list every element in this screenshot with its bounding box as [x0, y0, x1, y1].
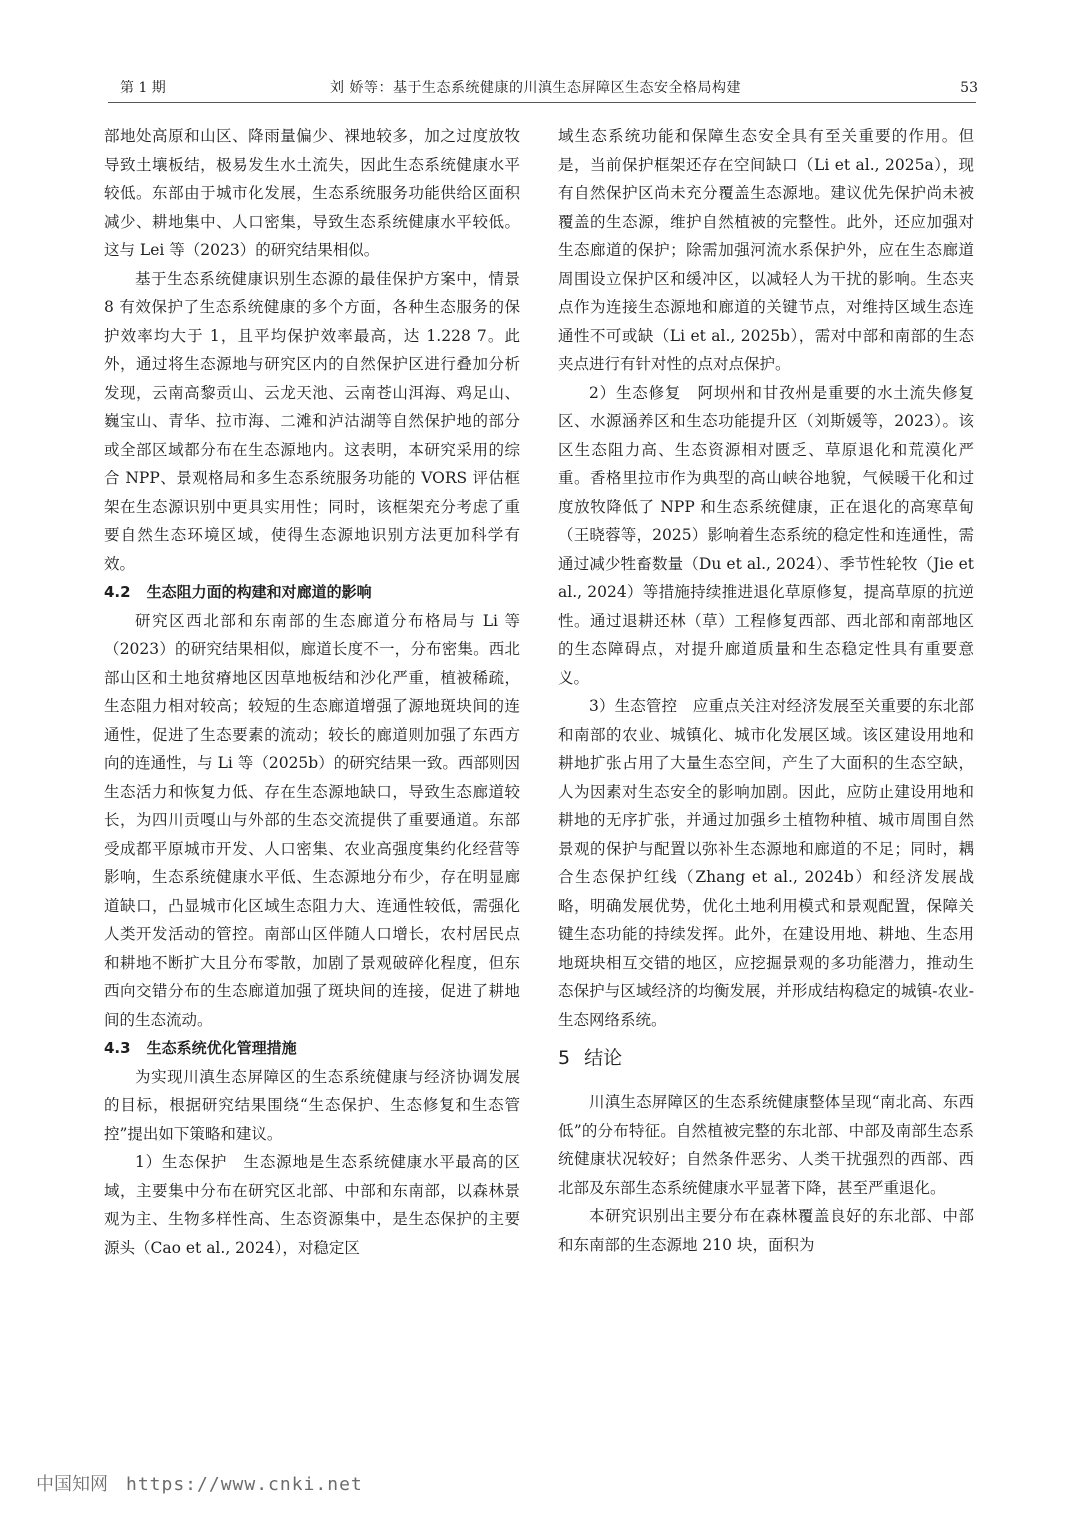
- section-heading-5: [558, 1044, 974, 1072]
- paragraph: 研究区西北部和东南部的生态廊道分布格局与 Li 等（2023）的研究结果相似，廊道长度不一，分布密集。西北部山区和土地贫瘠地区因草地板结和沙化严重，植被稀疏，生态阻力相对较高；较短的生态廊道增强了源地斑块间的连通性，促进了生态要素的流动；较长的廊道则加强了东西方向的连通性，与 Li 等（2025b）的研究结果一致。西部则因生态活力和恢复力低、存在生态源地缺口，导致生态廊道较长，为四川贡嘎山与外部的生态交流提供了重要通道。东部受成都平原城市开发、人口密集、农业高强度集约化经营等影响，生态系统健康水平低、生态源地分布少，存在明显廊道缺口，凸显城市化区域生态阻力大、连通性较低，需强化人类开发活动的管控。南部山区伴随人口增长，农村居民点和耕地不断扩大且分布零散，加剧了景观破碎化程度，但东西向交错分布的生态廊道加强了斑块间的连接，促进了耕地间的生态流动。: [104, 611, 520, 1029]
- left-column: [104, 122, 520, 1262]
- paragraph: 2）生态修复 阿坝州和甘孜州是重要的水土流失修复区、水源涵养区和生态功能提升区（刘斯媛等，2023）。该区生态阻力高、生态资源相对匮乏、草原退化和荒漠化严重。香格里拉市作为典型的高山峡谷地貌，气候暖干化和过度放牧降低了 NPP 和生态系统健康，正在退化的高寒草甸（王晓蓉等，2025）影响着生态系统的稳定性和连通性，需通过减少牲畜数量（Du et al., 2024）、季节性轮牧（Jie et al., 2024）等措施持续推进退化草原修复，提高草原的抗逆性。通过退耕还林（草）工程修复西部、西北部和南部地区的生态障碍点，对提升廊道质量和生态稳定性具有重要意义。: [558, 383, 974, 687]
- paragraph: 为实现川滇生态屏障区的生态系统健康与经济协调发展的目标，根据研究结果围绕“生态保护、生态修复和生态管控”提出如下策略和建议。: [104, 1067, 520, 1143]
- section-title: 结论: [584, 1047, 623, 1069]
- paragraph: 1）生态保护 生态源地是生态系统健康水平最高的区域，主要集中分布在研究区北部、中部和东南部，以森林景观为主、生物多样性高、生态资源集中，是生态保护的主要源头（Cao et al., 2024），对稳定区: [104, 1153, 520, 1257]
- paragraph: 本研究识别出主要分布在森林覆盖良好的东北部、中部和东南部的生态源地 210 块，面积为: [558, 1207, 974, 1254]
- section-number: 4.3: [104, 1039, 131, 1057]
- issue-number: 第 1 期: [120, 80, 166, 96]
- paragraph: 域生态系统功能和保障生态安全具有至关重要的作用。但是，当前保护框架还存在空间缺口（Li et al., 2025a），现有自然保护区尚未充分覆盖生态源地。建议优先保护尚未被覆盖的生态源，维护自然植被的完整性。此外，还应加强对生态廊道的保护；除需加强河流水系保护外，应在生态廊道周围设立保护区和缓冲区，以减轻人为干扰的影响。生态夹点作为连接生态源地和廊道的关键节点，对维持区域生态连通性不可或缺（Li et al., 2025b），需对中部和南部的生态夹点进行有针对性的点对点保护。: [558, 127, 974, 373]
- paragraph: 川滇生态屏障区的生态系统健康整体呈现“南北高、东西低”的分布特征。自然植被完整的东北部、中部及南部生态系统健康状况较好；自然条件恶劣、人类干扰强烈的西部、西北部及东部生态系统健康水平显著下降，甚至严重退化。: [558, 1093, 974, 1197]
- section-number: 4.2: [104, 583, 131, 601]
- paragraph: 3）生态管控 应重点关注对经济发展至关重要的东北部和南部的农业、城镇化、城市化发展区域。该区建设用地和耕地扩张占用了大量生态空间，产生了大面积的生态空缺，人为因素对生态安全的影响加剧。因此，应防止建设用地和耕地的无序扩张，并通过加强乡土植物种植、城市周围自然景观的保护与配置以弥补生态源地和廊道的不足；同时，耦合生态保护红线（Zhang et al., 2024b）和经济发展战略，明确发展优势，优化土地利用模式和景观配置，保障关键生态功能的持续发挥。此外，在建设用地、耕地、生态用地斑块相互交错的地区，应挖掘景观的多功能潜力，推动生态保护与区域经济的均衡发展，并形成结构稳定的城镇-农业-生态网络系统。: [558, 697, 974, 1029]
- watermark-footer: [36, 1470, 363, 1500]
- section-title: 生态系统优化管理措施: [146, 1039, 297, 1057]
- header-rule: [108, 102, 976, 103]
- section-heading-4-3: [104, 1034, 520, 1063]
- site-name: 中国知网: [36, 1474, 108, 1495]
- running-title: 刘 娇等：基于生态系统健康的川滇生态屏障区生态安全格局构建: [330, 80, 741, 96]
- page-number: 53: [960, 80, 978, 96]
- running-header: [120, 78, 978, 102]
- section-number: 5: [558, 1047, 571, 1069]
- paragraph: 基于生态系统健康识别生态源的最佳保护方案中，情景 8 有效保护了生态系统健康的多个方面，各种生态服务的保护效率均大于 1，且平均保护效率最高，达 1.228 7。此外，通过将生态源地与研究区内的自然保护区进行叠加分析发现，云南高黎贡山、云龙天池、云南苍山洱海、鸡足山、巍宝山、青华、拉市海、二滩和泸沽湖等自然保护地的部分或全部区域都分布在生态源地内。这表明，本研究采用的综合 NPP、景观格局和多生态系统服务功能的 VORS 评估框架在生态源识别中更具实用性；同时，该框架充分考虑了重要自然生态环境区域，使得生态源地识别方法更加科学有效。: [104, 269, 520, 573]
- paragraph: 部地处高原和山区、降雨量偏少、裸地较多，加之过度放牧导致土壤板结，极易发生水土流失，因此生态系统健康水平较低。东部由于城市化发展，生态系统服务功能供给区面积减少、耕地集中、人口密集，导致生态系统健康水平较低。这与 Lei 等（2023）的研究结果相似。: [104, 127, 520, 259]
- site-url[interactable]: https://www.cnki.net: [126, 1474, 363, 1495]
- section-heading-4-2: [104, 578, 520, 607]
- right-column: [558, 122, 974, 1259]
- section-title: 生态阻力面的构建和对廊道的影响: [146, 583, 372, 601]
